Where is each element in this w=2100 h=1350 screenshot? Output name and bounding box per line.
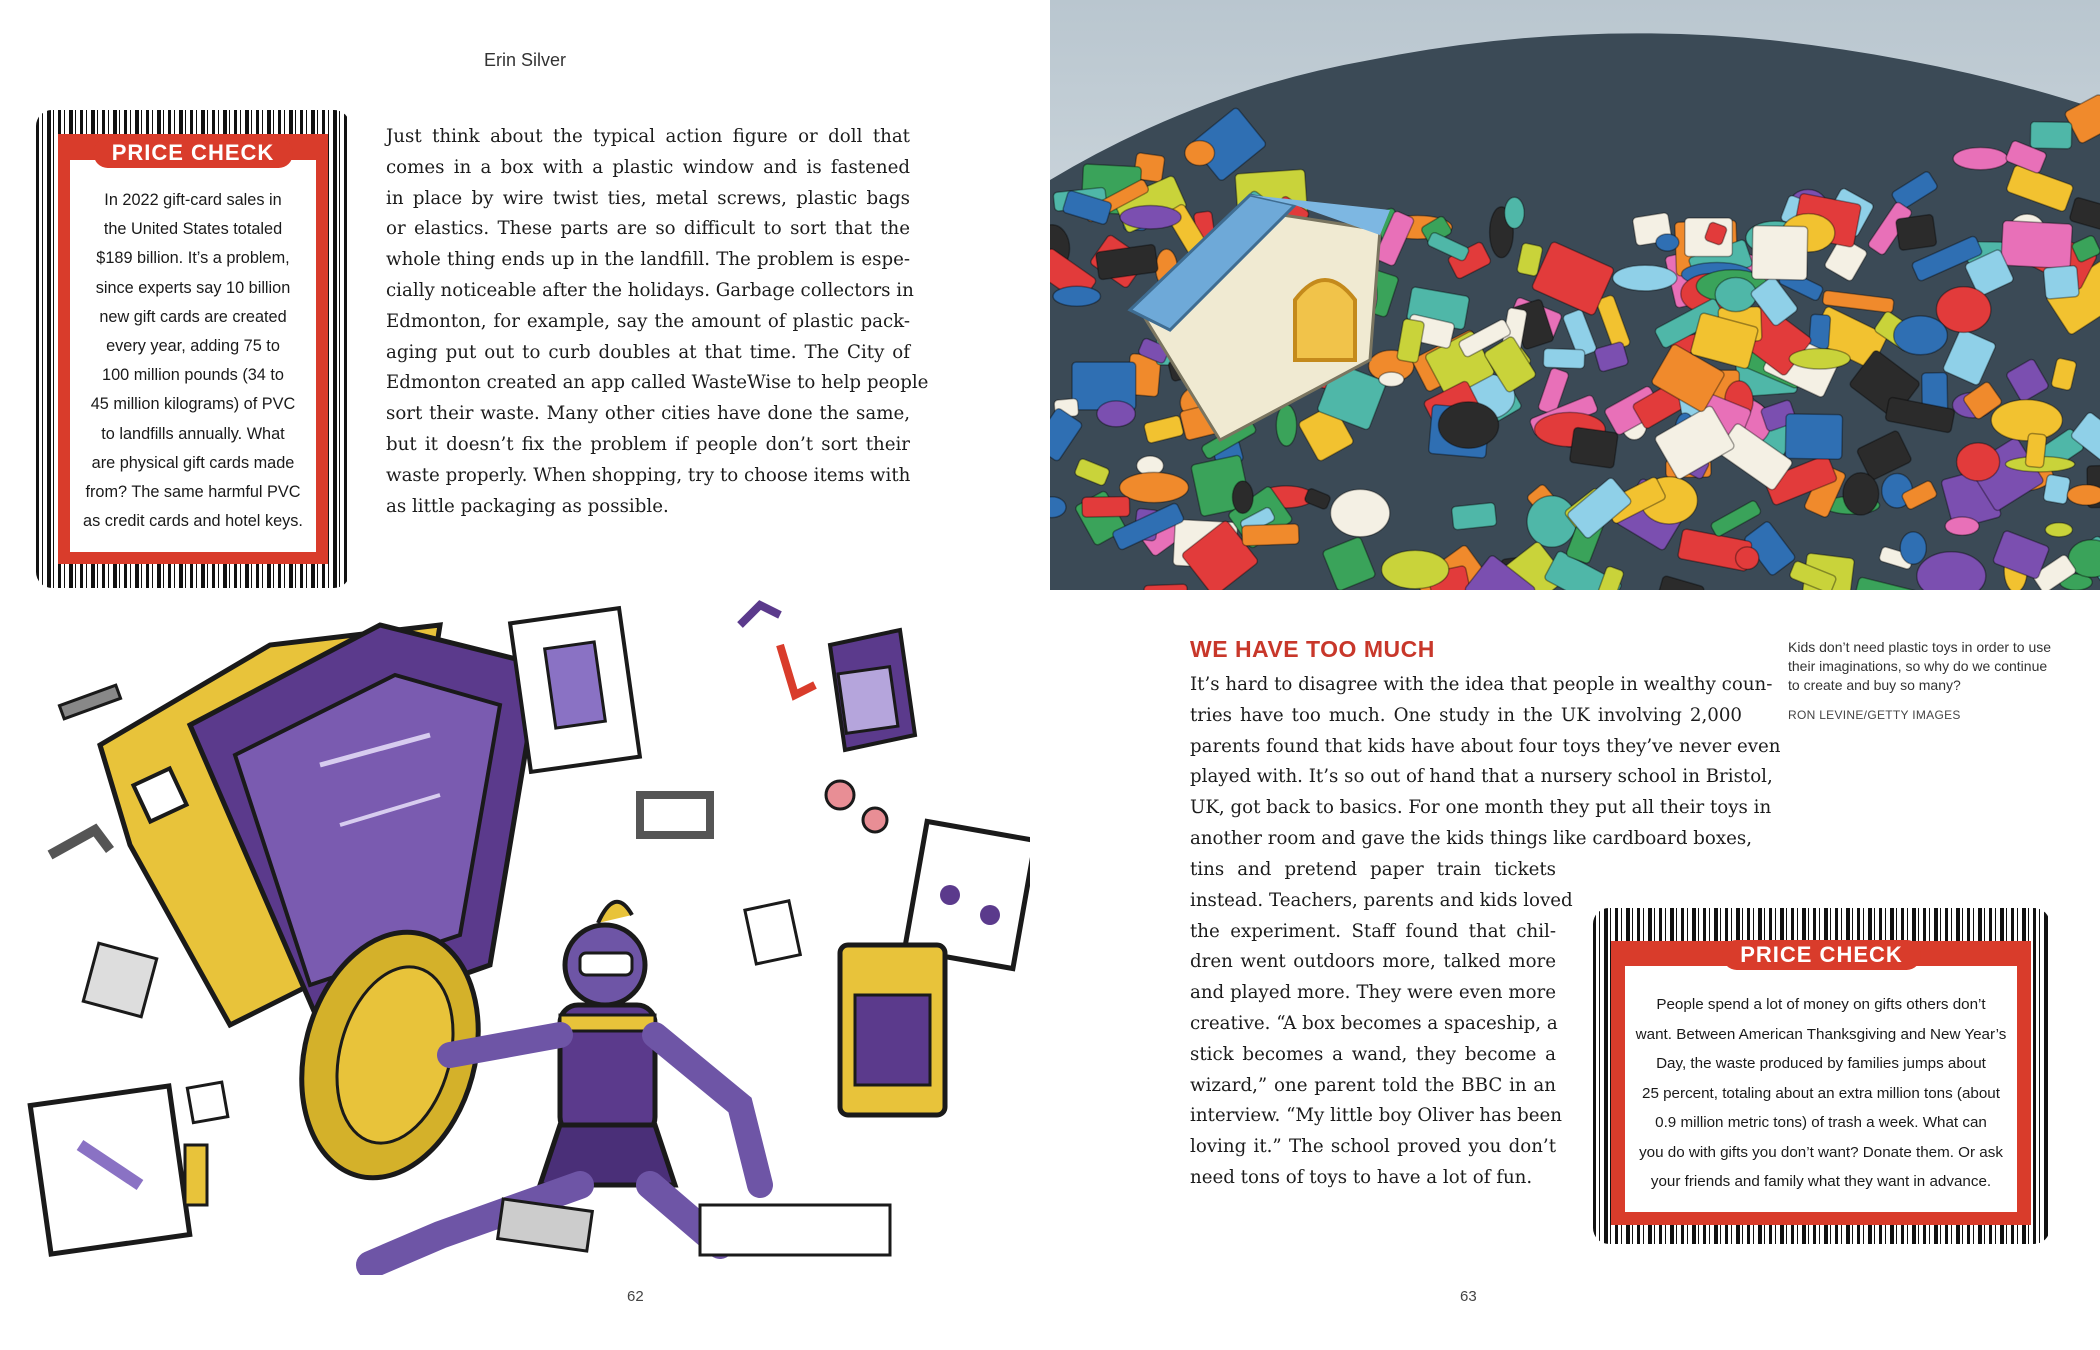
text-line: It’s hard to disagree with the idea that people in wealthy coun-	[1190, 674, 1773, 695]
toy-piece	[1715, 278, 1756, 312]
toy-piece	[1185, 141, 1215, 166]
toy-piece	[2001, 221, 2073, 269]
toy-piece	[1451, 502, 1496, 530]
text-line: played with. It’s so out of hand that a nursery school in Bristol,	[1190, 766, 1773, 788]
text-line: creative. “A box becomes a spaceship, a	[1190, 1012, 1558, 1034]
toy-piece	[1053, 286, 1100, 306]
text-line: in place by wire twist ties, metal screws, plastic bags	[386, 187, 910, 209]
text-line: are physical gift cards made	[91, 453, 295, 472]
toy-box-icon	[100, 625, 540, 1025]
text-line: as little packaging as possible.	[386, 495, 669, 517]
toy-piece	[1331, 489, 1390, 536]
text-line: parents found that kids have about four toys they’ve never even	[1190, 735, 1781, 757]
text-line: aging put out to curb doubles at that time. The City of	[386, 341, 910, 363]
toy-piece	[1656, 234, 1679, 251]
text-line: 100 million pounds (34 to	[102, 366, 284, 385]
page-number: 62	[627, 1288, 644, 1305]
page-number: 63	[1460, 1288, 1477, 1305]
text-line: cially noticeable after the holidays. Garbage collectors in	[386, 279, 914, 301]
toy-piece	[1957, 443, 2000, 481]
toy-piece	[1097, 401, 1135, 427]
text-line: to landfills annually. What	[101, 424, 285, 443]
toy-piece	[1789, 349, 1850, 369]
toy-piece	[1232, 481, 1253, 513]
toy-piece	[1894, 316, 1948, 355]
right-body-text-wrap	[1190, 855, 1573, 1194]
toy-piece	[1900, 532, 1926, 564]
toy-piece	[1896, 214, 1937, 250]
toy-piece	[1569, 427, 1618, 468]
toy-piece	[2043, 474, 2071, 504]
text-line: wizard,” one parent told the BBC in an	[1190, 1074, 1556, 1096]
toy-piece	[1809, 314, 1831, 349]
text-line: want. Between American Thanksgiving and New Year’s	[1635, 1025, 2007, 1043]
text-line: you do with gifts you don’t want? Donate them. Or ask	[1639, 1143, 2003, 1161]
text-line: waste properly. When shopping, try to choose items with	[386, 464, 911, 486]
text-line: another room and gave the kids things like cardboard boxes,	[1190, 827, 1752, 849]
price-check-box	[36, 110, 350, 588]
toy-landfill-photo	[1050, 0, 2100, 590]
running-head: Erin Silver	[483, 50, 567, 70]
toy-piece	[1785, 414, 1842, 460]
toy-piece	[1843, 473, 1879, 515]
toy-piece	[1242, 524, 1299, 546]
toy-piece	[1527, 496, 1576, 547]
text-line: but it doesn’t fix the problem if people don’t sort their	[386, 433, 910, 455]
text-line: tins and pretend paper train tickets	[1190, 859, 1556, 880]
left-body-text	[386, 122, 929, 522]
toy-piece	[1736, 547, 1759, 569]
toy-packaging-illustration	[20, 585, 1030, 1275]
plastic-sprue-icon-2	[30, 1086, 207, 1254]
text-line: new gift cards are created	[99, 307, 287, 326]
text-line: instead. Teachers, parents and kids loved	[1190, 889, 1573, 911]
toy-piece	[1438, 402, 1498, 448]
text-line: tries have too much. One study in the UK involving 2,000	[1190, 704, 1742, 726]
toy-piece	[2067, 485, 2100, 505]
toy-piece	[1752, 226, 1808, 280]
section-heading: WE HAVE TOO MUCH	[1190, 636, 1435, 662]
toy-piece	[2043, 265, 2079, 299]
text-line: Day, the waste produced by families jumps about	[1656, 1055, 1986, 1072]
text-line: 45 million kilograms) of PVC	[90, 395, 296, 414]
price-check-body	[70, 160, 316, 552]
text-line: Edmonton created an app called WasteWise to help people	[386, 372, 929, 394]
toy-piece	[1120, 206, 1181, 229]
text-line: since experts say 10 billion	[95, 278, 291, 297]
toy-piece	[2045, 523, 2072, 537]
text-line: In 2022 gift-card sales in	[104, 191, 282, 209]
toy-piece	[1276, 405, 1296, 446]
toy-piece	[1991, 400, 2062, 441]
text-line: loving it.” The school proved you don’t	[1190, 1136, 1556, 1158]
toy-piece	[1382, 550, 1449, 588]
text-line: People spend a lot of money on gifts others don’t	[1656, 996, 1986, 1013]
text-line: Edmonton, for example, say the amount of plastic pack-	[386, 310, 910, 332]
toy-piece	[1953, 147, 2008, 169]
price-check-text	[70, 160, 316, 536]
text-line: the experiment. Staff found that chil-	[1190, 920, 1556, 942]
text-line: Just think about the typical action figure or doll that	[386, 126, 910, 147]
photo-caption: Kids don’t need plastic toys in order to use their imaginations, so why do we continue to create and buy so many?	[1788, 639, 2052, 693]
toy-piece	[1082, 497, 1130, 518]
text-line: $189 billion. It’s a problem,	[96, 249, 290, 268]
text-line: the United States totaled	[103, 220, 283, 239]
price-check-body	[1625, 966, 2017, 1212]
right-page	[1050, 0, 2100, 1350]
text-line: your friends and family what they want in advance.	[1650, 1173, 1992, 1190]
price-check-box-2	[1593, 908, 2050, 1244]
text-line: as credit cards and hotel keys.	[83, 512, 303, 531]
text-line: UK, got back to basics. For one month they put all their toys in	[1190, 797, 1772, 819]
instruction-sheet-icon	[510, 608, 640, 772]
toy-piece	[1505, 197, 1525, 228]
text-line: 0.9 million metric tons) of trash a week. What can	[1655, 1114, 1987, 1131]
text-line: comes in a box with a plastic window and is fastened	[386, 156, 910, 178]
text-line: from? The same harmful PVC	[85, 483, 301, 502]
right-body-text	[1190, 670, 1781, 855]
text-line: or elastics. These parts are so difficult to sort that the	[386, 218, 910, 240]
toy-piece	[1144, 584, 1189, 590]
toy-piece	[1379, 372, 1404, 386]
price-check-label: PRICE CHECK	[1722, 940, 1921, 970]
price-check-text	[1625, 966, 2017, 1197]
text-line: whole thing ends up in the landfill. The problem is espe-	[386, 249, 910, 271]
text-line: sort their waste. Many other cities have done the same,	[386, 403, 910, 425]
text-line: dren went outdoors more, talked more	[1190, 951, 1556, 973]
price-check-label: PRICE CHECK	[94, 138, 293, 168]
photo-credit: RON LEVINE/GETTY IMAGES	[1788, 708, 1961, 722]
toy-piece	[1613, 265, 1677, 291]
text-line: 25 percent, totaling about an extra million tons (about	[1642, 1084, 2000, 1102]
small-toy-box-icon	[830, 630, 915, 750]
toy-piece	[2025, 433, 2047, 468]
text-line: and played more. They were even more	[1190, 982, 1556, 1004]
toy-piece	[1945, 517, 1979, 535]
toy-piece	[1543, 348, 1585, 368]
text-line: need tons of toys to have a lot of fun.	[1190, 1166, 1533, 1188]
text-line: stick becomes a wand, they become a	[1190, 1043, 1556, 1065]
text-line: interview. “My little boy Oliver has been	[1190, 1105, 1562, 1127]
text-line: every year, adding 75 to	[106, 337, 280, 356]
yellow-toy-machine-icon	[840, 945, 945, 1115]
toy-piece	[1120, 472, 1189, 502]
toy-piece	[2030, 122, 2072, 149]
